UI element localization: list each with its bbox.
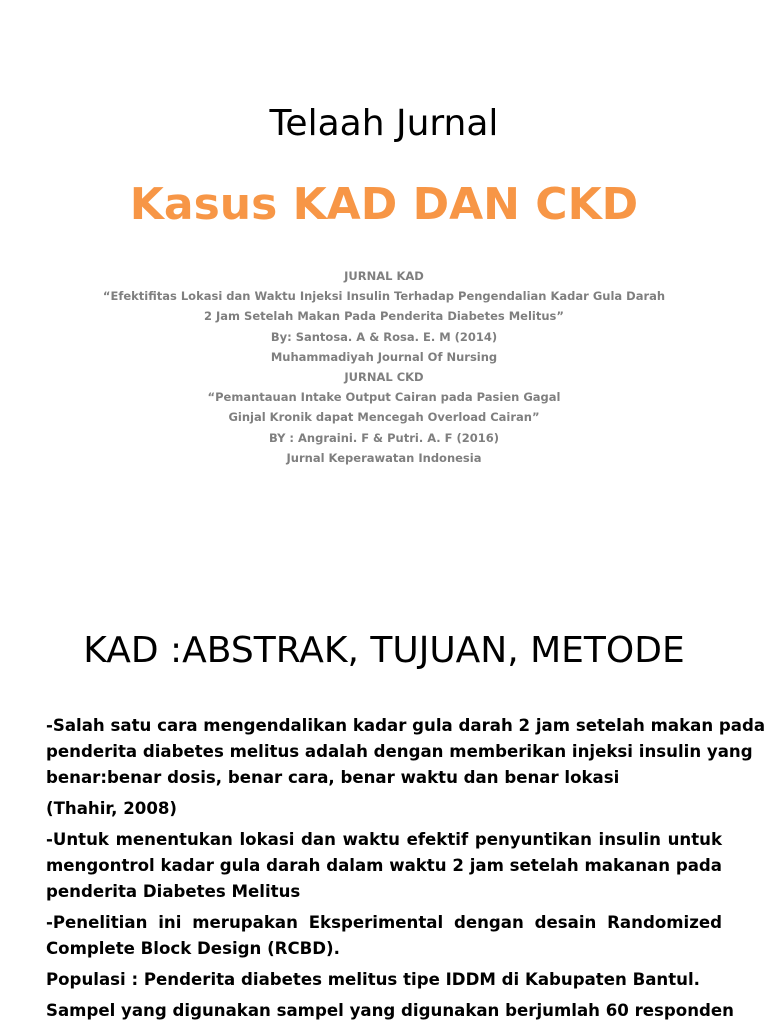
ref-line-kad-journal: Muhammadiyah Journal Of Nursing — [270, 349, 498, 364]
slide-title: Telaah Jurnal — [269, 103, 499, 144]
text-line: penderita diabetes melitus adalah dengan memberikan injeksi insulin yang — [46, 742, 753, 761]
text-line: -Penelitian ini merupakan Eksperimental dengan desain Randomized — [46, 913, 722, 932]
paragraph-background — [46, 713, 766, 791]
ref-line-kad-authors: By: Santosa. A & Rosa. E. M (2014) — [270, 329, 498, 344]
text-line: Complete Block Design (RCBD). — [46, 939, 340, 958]
text-line: mengontrol kadar gula darah dalam waktu 2 jam setelah makanan pada — [46, 856, 722, 875]
journal-references — [60, 266, 708, 468]
ref-line-ckd-title-1: “Pemantauan Intake Output Cairan pada Pasien Gagal — [207, 390, 561, 405]
ref-line-ckd-label: JURNAL CKD — [344, 370, 424, 385]
paragraph-sample — [46, 998, 734, 1024]
slide-kad-abstract — [0, 575, 768, 1024]
text-line: penderita Diabetes Melitus — [46, 882, 301, 901]
text-line: Sampel yang digunakan sampel yang digunakan berjumlah 60 responden — [46, 1001, 734, 1020]
text-line: -Untuk menentukan lokasi dan waktu efektif penyuntikan insulin untuk — [46, 830, 722, 849]
ref-line-ckd-title-2: Ginjal Kronik dapat Mencegah Overload Cairan” — [228, 410, 540, 425]
slide-body — [46, 713, 766, 1024]
paragraph-citation: (Thahir, 2008) — [46, 799, 178, 818]
paragraph-population — [46, 967, 722, 993]
ref-line-kad-title-2: 2 Jam Setelah Makan Pada Penderita Diabetes Melitus” — [204, 309, 564, 324]
paragraph-objective — [46, 827, 722, 905]
text-line: benar:benar dosis, benar cara, benar waktu dan benar lokasi — [46, 768, 620, 787]
ref-line-ckd-authors: BY : Angraini. F & Putri. A. F (2016) — [268, 430, 500, 445]
slide-subtitle: Kasus KAD DAN CKD — [129, 179, 639, 230]
text-line: -Salah satu cara mengendalikan kadar gula darah 2 jam setelah makan pada — [46, 716, 766, 735]
section-heading: KAD :ABSTRAK, TUJUAN, METODE — [83, 630, 685, 671]
ref-line-kad-title-1: “Efektifitas Lokasi dan Waktu Injeksi Insulin Terhadap Pengendalian Kadar Gula Darah — [102, 289, 666, 304]
ref-line-ckd-journal: Jurnal Keperawatan Indonesia — [286, 450, 482, 465]
paragraph-method — [46, 910, 722, 962]
ref-line-kad-label: JURNAL KAD — [344, 269, 424, 283]
text-line: Populasi : Penderita diabetes melitus tipe IDDM di Kabupaten Bantul. — [46, 970, 700, 989]
